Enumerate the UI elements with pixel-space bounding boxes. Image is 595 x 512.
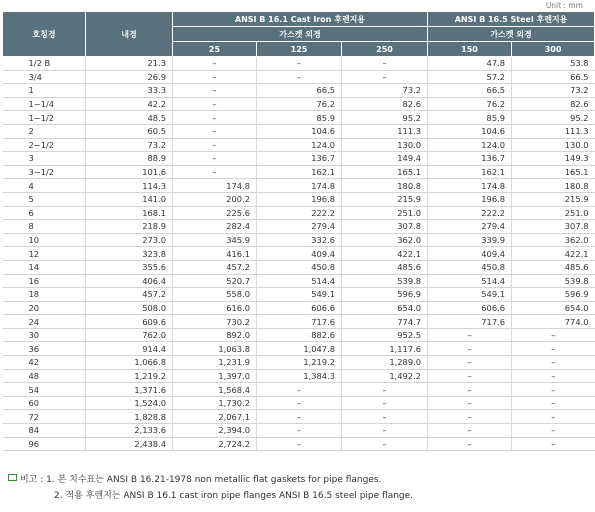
cell-steel-300: – [512, 424, 595, 438]
cell-steel-150: 162.1 [428, 165, 512, 179]
cell-cast-125: 76.2 [257, 97, 342, 111]
cell-cast-125: 332.6 [257, 233, 342, 247]
cell-nominal-size: 18 [3, 288, 86, 302]
cell-cast-25: – [173, 138, 257, 152]
cell-nominal-size: 48 [3, 369, 86, 383]
cell-steel-150: 279.4 [428, 220, 512, 234]
table-row [3, 424, 595, 438]
cell-steel-150: – [428, 369, 512, 383]
cell-nominal-size: 1−1/2 [3, 111, 86, 125]
cell-cast-25: 730.2 [173, 315, 257, 329]
cell-steel-300: 539.8 [512, 274, 595, 288]
cell-steel-150: 196.8 [428, 192, 512, 206]
cell-steel-300: 66.5 [512, 70, 595, 84]
cell-cast-250: – [342, 57, 428, 71]
cell-cast-25: 520.7 [173, 274, 257, 288]
cell-cast-125: 104.6 [257, 124, 342, 138]
cell-inner-diameter: 60.5 [86, 124, 173, 138]
cell-nominal-size: 8 [3, 220, 86, 234]
cell-steel-150: 174.8 [428, 179, 512, 193]
cell-inner-diameter: 457.2 [86, 288, 173, 302]
cell-inner-diameter: 73.2 [86, 138, 173, 152]
header-nominal: 호칭경 [3, 12, 86, 57]
cell-cast-125: 136.7 [257, 152, 342, 166]
cell-steel-300: 422.1 [512, 247, 595, 261]
note-line-1: 비고 : 1. 본 치수표는 ANSI B 16.21-1978 non metallic flat gaskets for pipe flanges. [8, 472, 413, 488]
cell-cast-250: 362.0 [342, 233, 428, 247]
cell-cast-25: 416.1 [173, 247, 257, 261]
cell-nominal-size: 12 [3, 247, 86, 261]
cell-inner-diameter: 42.2 [86, 97, 173, 111]
cell-cast-250: 422.1 [342, 247, 428, 261]
cell-inner-diameter: 88.9 [86, 152, 173, 166]
cell-nominal-size: 36 [3, 342, 86, 356]
header-sub-steel: 가스켓 외경 [428, 27, 595, 42]
table-row [3, 247, 595, 261]
cell-inner-diameter: 355.6 [86, 260, 173, 274]
cell-cast-250: – [342, 437, 428, 451]
cell-nominal-size: 72 [3, 410, 86, 424]
note-item: 1. 본 치수표는 ANSI B 16.21-1978 non metallic flat gaskets for pipe flanges. [46, 475, 382, 485]
cell-cast-25: 1,568.4 [173, 383, 257, 397]
cell-inner-diameter: 2,438.4 [86, 437, 173, 451]
note-label: 비고 [20, 475, 38, 485]
cell-inner-diameter: 218.9 [86, 220, 173, 234]
cell-inner-diameter: 406.4 [86, 274, 173, 288]
cell-cast-250: 307.8 [342, 220, 428, 234]
header-class-250: 250 [342, 42, 428, 57]
cell-cast-250: 251.0 [342, 206, 428, 220]
cell-steel-300: – [512, 437, 595, 451]
cell-inner-diameter: 323.8 [86, 247, 173, 261]
cell-cast-25: 225.6 [173, 206, 257, 220]
cell-inner-diameter: 21.3 [86, 57, 173, 71]
cell-steel-300: 774.0 [512, 315, 595, 329]
cell-inner-diameter: 2,133.6 [86, 424, 173, 438]
cell-cast-125: 450.8 [257, 260, 342, 274]
cell-nominal-size: 1−1/4 [3, 97, 86, 111]
table-row [3, 124, 595, 138]
cell-nominal-size: 2 [3, 124, 86, 138]
cell-cast-25: – [173, 70, 257, 84]
note-line-2 [8, 488, 413, 504]
cell-cast-125: 66.5 [257, 84, 342, 98]
cell-nominal-size: 54 [3, 383, 86, 397]
cell-steel-150: 549.1 [428, 288, 512, 302]
notes [8, 472, 413, 504]
cell-steel-300: 654.0 [512, 301, 595, 315]
table-row [3, 97, 595, 111]
cell-inner-diameter: 1,219.2 [86, 369, 173, 383]
cell-cast-25: 282.4 [173, 220, 257, 234]
table-row [3, 111, 595, 125]
cell-cast-125: 174.8 [257, 179, 342, 193]
cell-steel-300: 82.6 [512, 97, 595, 111]
cell-cast-250: 130.0 [342, 138, 428, 152]
cell-cast-25: 892.0 [173, 328, 257, 342]
cell-cast-25: 200.2 [173, 192, 257, 206]
table-row [3, 301, 595, 315]
cell-cast-125: – [257, 383, 342, 397]
cell-cast-250: 82.6 [342, 97, 428, 111]
cell-cast-250: 111.3 [342, 124, 428, 138]
cell-inner-diameter: 1,371.6 [86, 383, 173, 397]
table-row [3, 356, 595, 370]
cell-cast-25: 2,394.0 [173, 424, 257, 438]
cell-cast-125: 549.1 [257, 288, 342, 302]
cell-cast-250: 180.8 [342, 179, 428, 193]
cell-steel-300: 73.2 [512, 84, 595, 98]
cell-cast-250: 1,492.2 [342, 369, 428, 383]
cell-cast-25: 1,397.0 [173, 369, 257, 383]
cell-steel-150: – [428, 356, 512, 370]
table-row [3, 260, 595, 274]
cell-cast-250: – [342, 383, 428, 397]
cell-nominal-size: 84 [3, 424, 86, 438]
cell-nominal-size: 3 [3, 152, 86, 166]
cell-cast-250: 73.2 [342, 84, 428, 98]
cell-cast-25: – [173, 165, 257, 179]
cell-steel-150: – [428, 328, 512, 342]
cell-cast-125: – [257, 57, 342, 71]
cell-cast-250: – [342, 70, 428, 84]
cell-inner-diameter: 1,066.8 [86, 356, 173, 370]
cell-cast-250: 485.6 [342, 260, 428, 274]
table-row [3, 288, 595, 302]
cell-nominal-size: 4 [3, 179, 86, 193]
header-class-125: 125 [257, 42, 342, 57]
cell-cast-25: 1,063.8 [173, 342, 257, 356]
table-row [3, 70, 595, 84]
cell-cast-125: 162.1 [257, 165, 342, 179]
cell-steel-150: 514.4 [428, 274, 512, 288]
table-row [3, 328, 595, 342]
cell-nominal-size: 96 [3, 437, 86, 451]
cell-inner-diameter: 1,828.8 [86, 410, 173, 424]
cell-steel-300: – [512, 383, 595, 397]
cell-steel-300: 149.3 [512, 152, 595, 166]
cell-cast-25: 345.9 [173, 233, 257, 247]
cell-nominal-size: 5 [3, 192, 86, 206]
cell-nominal-size: 16 [3, 274, 86, 288]
cell-steel-300: 165.1 [512, 165, 595, 179]
cell-nominal-size: 30 [3, 328, 86, 342]
cell-cast-250: 165.1 [342, 165, 428, 179]
cell-inner-diameter: 914.4 [86, 342, 173, 356]
cell-cast-125: 606.6 [257, 301, 342, 315]
table-row [3, 342, 595, 356]
note-item: 2. 적용 후렌지는 ANSI B 16.1 cast iron pipe flanges ANSI B 16.5 steel pipe flange. [54, 491, 414, 501]
header-class-150: 150 [428, 42, 512, 57]
cell-cast-250: 95.2 [342, 111, 428, 125]
cell-cast-25: 558.0 [173, 288, 257, 302]
cell-steel-300: – [512, 410, 595, 424]
header-class-25: 25 [173, 42, 257, 57]
cell-steel-150: – [428, 410, 512, 424]
cell-nominal-size: 60 [3, 396, 86, 410]
cell-steel-300: 362.0 [512, 233, 595, 247]
cell-cast-250: 596.9 [342, 288, 428, 302]
cell-cast-125: 1,047.8 [257, 342, 342, 356]
cell-cast-125: 279.4 [257, 220, 342, 234]
cell-steel-300: 596.9 [512, 288, 595, 302]
cell-steel-150: 717.6 [428, 315, 512, 329]
cell-cast-250: 654.0 [342, 301, 428, 315]
cell-steel-300: – [512, 356, 595, 370]
cell-steel-150: – [428, 396, 512, 410]
cell-cast-250: 952.5 [342, 328, 428, 342]
cell-steel-150: 57.2 [428, 70, 512, 84]
cell-cast-125: 1,219.2 [257, 356, 342, 370]
cell-cast-250: 215.9 [342, 192, 428, 206]
header-group-cast-iron: ANSI B 16.1 Cast Iron 후렌지용 [173, 12, 428, 27]
table-row [3, 315, 595, 329]
cell-inner-diameter: 609.6 [86, 315, 173, 329]
cell-inner-diameter: 168.1 [86, 206, 173, 220]
cell-steel-300: – [512, 369, 595, 383]
cell-nominal-size: 1/2 B [3, 57, 86, 71]
cell-steel-150: 104.6 [428, 124, 512, 138]
cell-cast-25: – [173, 84, 257, 98]
cell-cast-25: – [173, 152, 257, 166]
cell-steel-300: 53.8 [512, 57, 595, 71]
cell-cast-125: 85.9 [257, 111, 342, 125]
header-inner-diameter: 내경 [86, 12, 173, 57]
cell-steel-150: 85.9 [428, 111, 512, 125]
cell-steel-300: 485.6 [512, 260, 595, 274]
cell-nominal-size: 42 [3, 356, 86, 370]
header-group-steel: ANSI B 16.5 Steel 후렌지용 [428, 12, 595, 27]
cell-steel-300: 111.3 [512, 124, 595, 138]
cell-steel-150: 136.7 [428, 152, 512, 166]
table-row [3, 233, 595, 247]
cell-cast-125: 196.8 [257, 192, 342, 206]
cell-inner-diameter: 114.3 [86, 179, 173, 193]
cell-cast-125: – [257, 410, 342, 424]
cell-steel-150: – [428, 424, 512, 438]
cell-cast-25: 457.2 [173, 260, 257, 274]
cell-steel-150: 450.8 [428, 260, 512, 274]
cell-inner-diameter: 508.0 [86, 301, 173, 315]
cell-cast-250: – [342, 424, 428, 438]
cell-steel-150: – [428, 437, 512, 451]
cell-cast-125: – [257, 70, 342, 84]
table-row [3, 369, 595, 383]
cell-steel-300: 251.0 [512, 206, 595, 220]
cell-nominal-size: 10 [3, 233, 86, 247]
cell-inner-diameter: 26.9 [86, 70, 173, 84]
cell-steel-150: 47.8 [428, 57, 512, 71]
cell-steel-300: 215.9 [512, 192, 595, 206]
cell-cast-250: – [342, 410, 428, 424]
cell-cast-125: 882.6 [257, 328, 342, 342]
table-row [3, 165, 595, 179]
cell-nominal-size: 1 [3, 84, 86, 98]
cell-steel-300: – [512, 342, 595, 356]
cell-cast-25: 2,067.1 [173, 410, 257, 424]
header-class-300: 300 [512, 42, 595, 57]
cell-cast-25: 2,724.2 [173, 437, 257, 451]
table-row [3, 274, 595, 288]
cell-nominal-size: 3/4 [3, 70, 86, 84]
cell-cast-125: – [257, 437, 342, 451]
cell-inner-diameter: 101.6 [86, 165, 173, 179]
cell-inner-diameter: 141.0 [86, 192, 173, 206]
cell-nominal-size: 2−1/2 [3, 138, 86, 152]
table-row [3, 437, 595, 451]
cell-inner-diameter: 48.5 [86, 111, 173, 125]
cell-nominal-size: 24 [3, 315, 86, 329]
cell-steel-150: 409.4 [428, 247, 512, 261]
cell-steel-150: – [428, 342, 512, 356]
table-row [3, 179, 595, 193]
cell-inner-diameter: 1,524.0 [86, 396, 173, 410]
cell-cast-125: – [257, 424, 342, 438]
note-square-icon [8, 474, 17, 481]
table-row [3, 192, 595, 206]
cell-steel-150: 66.5 [428, 84, 512, 98]
cell-nominal-size: 6 [3, 206, 86, 220]
cell-cast-25: 1,231.9 [173, 356, 257, 370]
table-row [3, 396, 595, 410]
table-row [3, 152, 595, 166]
cell-cast-25: – [173, 57, 257, 71]
table-row [3, 410, 595, 424]
cell-inner-diameter: 33.3 [86, 84, 173, 98]
cell-nominal-size: 20 [3, 301, 86, 315]
cell-nominal-size: 3−1/2 [3, 165, 86, 179]
cell-cast-250: – [342, 396, 428, 410]
table-row [3, 383, 595, 397]
gasket-dimension-table [2, 11, 595, 451]
table-row [3, 220, 595, 234]
cell-cast-25: 1,730.2 [173, 396, 257, 410]
cell-cast-125: – [257, 396, 342, 410]
cell-steel-300: – [512, 396, 595, 410]
cell-cast-125: 1,384.3 [257, 369, 342, 383]
cell-cast-25: 616.0 [173, 301, 257, 315]
cell-cast-125: 124.0 [257, 138, 342, 152]
cell-cast-125: 514.4 [257, 274, 342, 288]
cell-cast-25: – [173, 97, 257, 111]
table-body [3, 57, 595, 451]
table-row [3, 206, 595, 220]
cell-steel-300: 95.2 [512, 111, 595, 125]
cell-steel-150: 339.9 [428, 233, 512, 247]
cell-steel-150: 222.2 [428, 206, 512, 220]
cell-cast-125: 409.4 [257, 247, 342, 261]
cell-cast-25: – [173, 111, 257, 125]
cell-steel-300: – [512, 328, 595, 342]
table-row [3, 84, 595, 98]
cell-cast-250: 1,289.0 [342, 356, 428, 370]
cell-nominal-size: 14 [3, 260, 86, 274]
cell-cast-125: 717.6 [257, 315, 342, 329]
cell-cast-25: – [173, 124, 257, 138]
cell-cast-250: 774.7 [342, 315, 428, 329]
cell-steel-300: 307.8 [512, 220, 595, 234]
cell-steel-300: 180.8 [512, 179, 595, 193]
cell-steel-300: 130.0 [512, 138, 595, 152]
cell-cast-125: 222.2 [257, 206, 342, 220]
cell-cast-250: 539.8 [342, 274, 428, 288]
cell-steel-150: 606.6 [428, 301, 512, 315]
cell-steel-150: 124.0 [428, 138, 512, 152]
cell-steel-150: – [428, 383, 512, 397]
table-row [3, 138, 595, 152]
cell-inner-diameter: 273.0 [86, 233, 173, 247]
cell-cast-250: 1,117.6 [342, 342, 428, 356]
header-sub-cast-iron: 가스켓 외경 [173, 27, 428, 42]
cell-steel-150: 76.2 [428, 97, 512, 111]
cell-inner-diameter: 762.0 [86, 328, 173, 342]
cell-cast-250: 149.4 [342, 152, 428, 166]
table-row [3, 57, 595, 71]
cell-cast-25: 174.8 [173, 179, 257, 193]
unit-label: Unit : mm [545, 1, 583, 10]
